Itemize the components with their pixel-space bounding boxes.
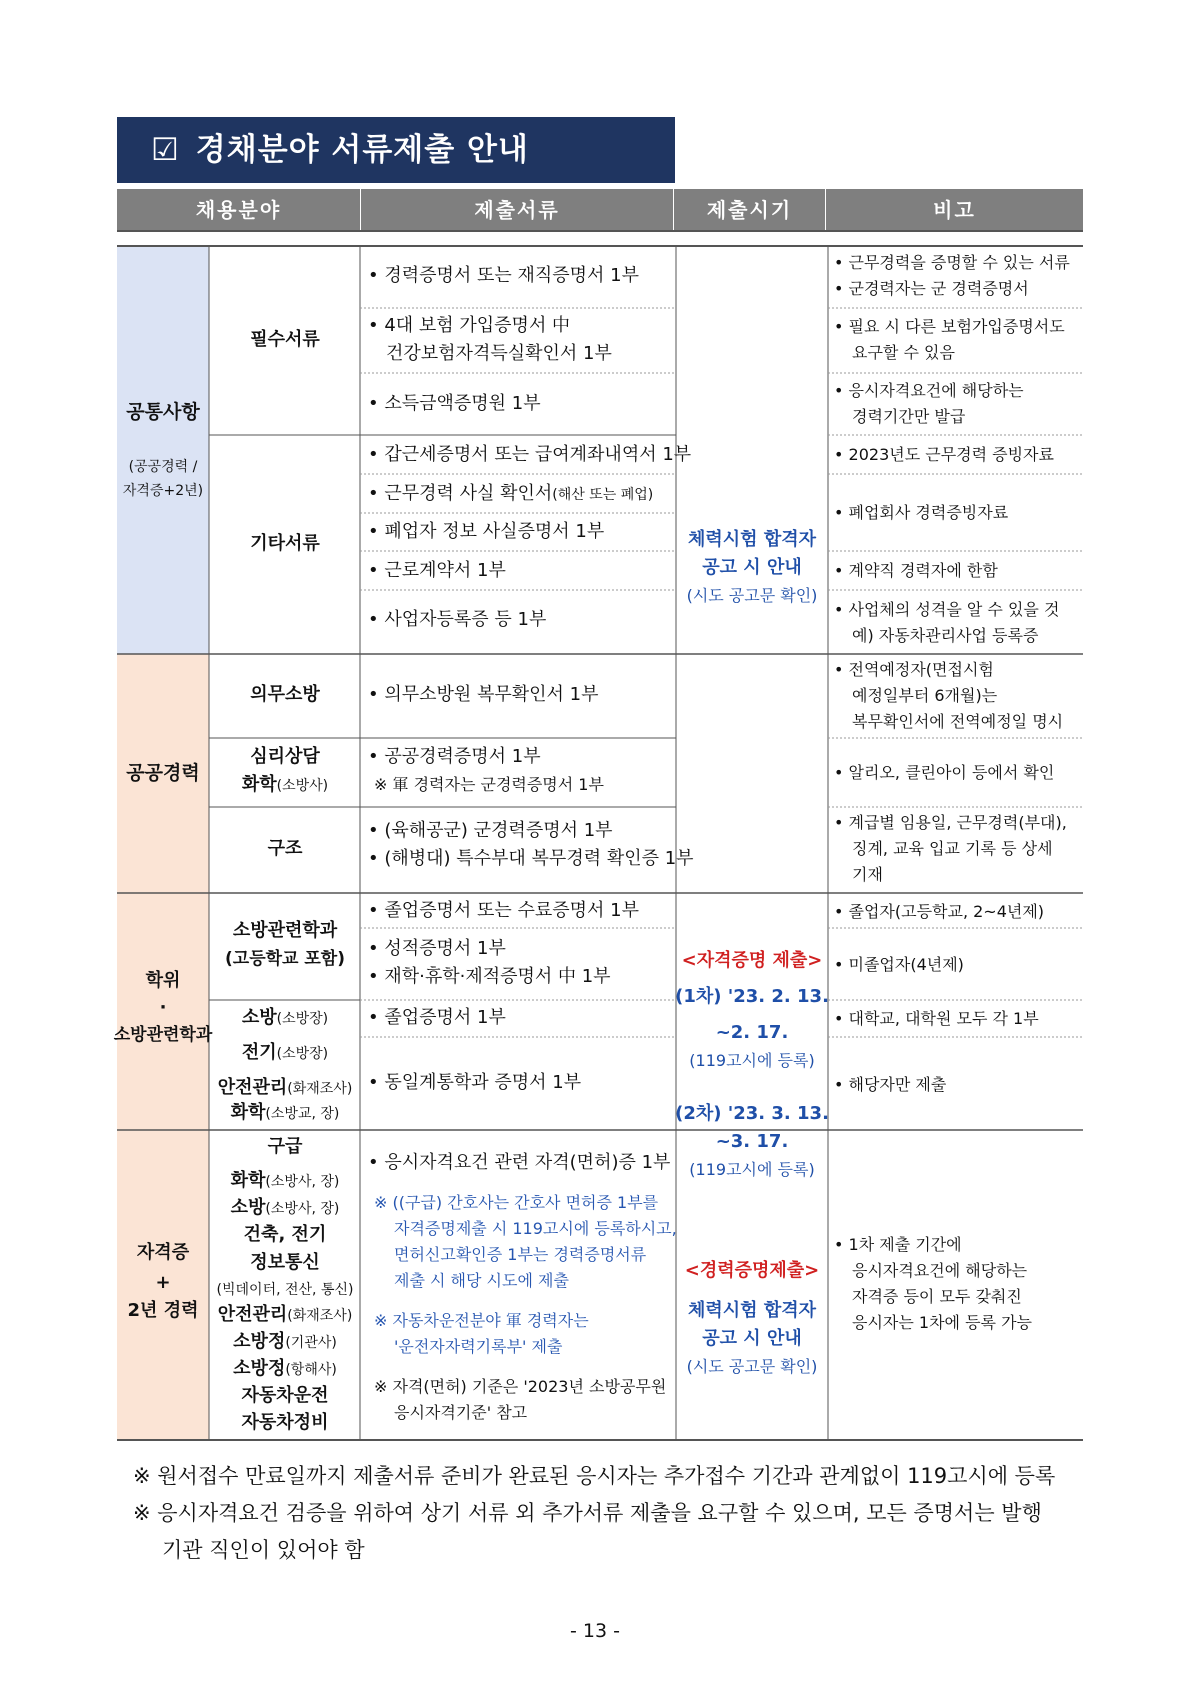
timing-qual-1st: (1차) '23. 2. 13. xyxy=(675,986,829,1007)
field-lic-driving: 자동차운전 xyxy=(241,1385,329,1406)
field-lic-boat-nav: 소방정(항해사) xyxy=(233,1358,337,1379)
timing-qual-1st-note: (119고시에 등록) xyxy=(689,1051,815,1070)
field-lic-ict: 정보통신 xyxy=(250,1252,320,1273)
field-fire-dept: 소방관련학과 xyxy=(232,920,338,941)
remark-public-3c: 기재 xyxy=(852,865,883,884)
doc-public-career-note: ※ 軍 경력자는 군경력증명서 1부 xyxy=(374,775,604,794)
doc-insurance-cert: • 4대 보험 가입증명서 中 xyxy=(368,315,571,336)
field-electric: 전기(소방장) xyxy=(241,1042,329,1063)
remark-degree-2: • 미졸업자(4년제) xyxy=(834,955,964,974)
doc-labor-contract: • 근로계약서 1부 xyxy=(368,560,506,581)
remark-public-1c: 복무확인서에 전역예정일 명시 xyxy=(852,712,1064,731)
field-counseling: 심리상담 xyxy=(250,746,320,767)
remark-degree-4: • 해당자만 제출 xyxy=(834,1075,947,1094)
doc-closure-cert: • 폐업자 정보 사실증명서 1부 xyxy=(368,521,605,542)
remark-degree-1: • 졸업자(고등학교, 2~4년제) xyxy=(834,902,1045,921)
remark-public-3a: • 계급별 임용일, 근무경력(부대), xyxy=(834,813,1067,832)
checkbox-icon: ☑ xyxy=(151,132,180,168)
field-lic-chemistry: 화학(소방사, 장) xyxy=(230,1170,340,1191)
remark-1a: • 근무경력을 증명할 수 있는 서류 xyxy=(834,253,1070,272)
header-remarks: 비고 xyxy=(933,198,976,222)
remark-public-1b: 예정일부터 6개월)는 xyxy=(852,686,998,705)
section-degree-label2: · xyxy=(159,997,167,1018)
remark-2a: • 필요 시 다른 보험가입증명서도 xyxy=(834,317,1065,336)
doc-enrollment: • 재학·휴학·제적증명서 中 1부 xyxy=(368,966,611,987)
note-standard-1: ※ 자격(면허) 기준은 '2023년 소방공무원 xyxy=(374,1377,667,1396)
timing-1-line2: 공고 시 안내 xyxy=(702,557,802,578)
section-common-sub2: 자격증+2년) xyxy=(122,483,204,499)
timing-career-3: (시도 공고문 확인) xyxy=(686,1357,818,1376)
note-nurse-4: 제출 시 해당 시도에 제출 xyxy=(394,1271,569,1290)
field-ems: 구급 xyxy=(267,1136,303,1157)
field-safety: 안전관리(화재조사) xyxy=(217,1077,353,1098)
doc-business-reg: • 사업자등록증 등 1부 xyxy=(368,609,547,630)
field-fire: 소방(소방장) xyxy=(241,1007,329,1028)
timing-1-line1: 체력시험 합격자 xyxy=(688,529,816,550)
section-license-label1: 자격증 xyxy=(136,1242,190,1263)
doc-income-cert: • 소득금액증명원 1부 xyxy=(368,393,541,414)
remark-public-1a: • 전역예정자(면접시험 xyxy=(834,660,994,679)
doc-graduation-2: • 졸업증명서 1부 xyxy=(368,1007,506,1028)
note-nurse-3: 면허신고확인증 1부는 경력증명서류 xyxy=(394,1245,647,1264)
doc-insurance-cert-2: 건강보험자격득실확인서 1부 xyxy=(386,343,612,364)
remark-license-2: 응시자격요건에 해당하는 xyxy=(852,1261,1028,1280)
remark-license-4: 응시자는 1차에 등록 가능 xyxy=(852,1313,1032,1332)
remark-7a: • 사업체의 성격을 알 수 있을 것 xyxy=(834,600,1060,619)
field-other-docs: 기타서류 xyxy=(250,533,320,554)
section-degree-label1: 학위 xyxy=(145,970,181,991)
remark-3b: 경력기간만 발급 xyxy=(852,407,966,426)
section-public-label: 공공경력 xyxy=(126,762,200,784)
note-standard-2: 응시자격기준' 참고 xyxy=(394,1403,528,1422)
note-driving-2: '운전자자력기록부' 제출 xyxy=(394,1337,563,1356)
section-degree-label3: 소방관련학과 xyxy=(113,1025,213,1045)
timing-career-1: 체력시험 합격자 xyxy=(688,1300,816,1321)
remark-7b: 예) 자동차관리사업 등록증 xyxy=(852,626,1039,645)
remark-1b: • 군경력자는 군 경력증명서 xyxy=(834,279,1029,298)
field-required-docs: 필수서류 xyxy=(250,329,320,350)
timing-career-head: <경력증명제출> xyxy=(684,1260,820,1281)
header-field: 채용분야 xyxy=(195,198,282,222)
note-nurse-1: ※ ((구급) 간호사는 간호사 면허증 1부를 xyxy=(374,1193,659,1212)
field-fire-dept-sub: (고등학교 포함) xyxy=(225,949,345,969)
doc-transcript: • 성적증명서 1부 xyxy=(368,938,506,959)
footer-note-1: ※ 원서접수 만료일까지 제출서류 준비가 완료된 응시자는 추가접수 기간과 관계없이 119고시에 등록 xyxy=(133,1464,1056,1488)
field-lic-mechanic: 자동차정비 xyxy=(241,1412,329,1433)
remark-5: • 폐업회사 경력증빙자료 xyxy=(834,503,1009,522)
page-number: - 13 - xyxy=(570,1620,620,1642)
doc-license: • 응시자격요건 관련 자격(면허)증 1부 xyxy=(368,1152,671,1173)
remark-3a: • 응시자격요건에 해당하는 xyxy=(834,381,1024,400)
field-lic-fire: 소방(소방사, 장) xyxy=(230,1197,340,1218)
header-documents: 제출서류 xyxy=(474,198,560,222)
doc-military-career: • (육해공군) 군경력증명서 1부 xyxy=(368,820,613,841)
remark-2b: 요구할 수 있음 xyxy=(852,343,955,362)
section-common-sub1: (공공경력 / xyxy=(128,459,198,475)
field-chemistry-3: 화학(소방교, 장) xyxy=(230,1102,340,1123)
timing-1-line3: (시도 공고문 확인) xyxy=(686,586,818,605)
doc-special-forces: • (해병대) 특수부대 복무경력 확인증 1부 xyxy=(368,848,694,869)
remark-license-1: • 1차 제출 기간에 xyxy=(834,1235,962,1254)
doc-service-confirm: • 의무소방원 복무확인서 1부 xyxy=(368,684,599,705)
field-lic-ict-sub: (빅데이터, 전산, 통신) xyxy=(216,1282,354,1298)
remark-4: • 2023년도 근무경력 증빙자료 xyxy=(834,445,1054,464)
remark-license-3: 자격증 등이 모두 갖춰진 xyxy=(852,1287,1022,1306)
page-title-text: 경채분야 서류제출 안내 xyxy=(195,132,529,168)
timing-qual-2nd-note: (119고시에 등록) xyxy=(689,1160,815,1179)
doc-same-major: • 동일계통학과 증명서 1부 xyxy=(368,1072,582,1093)
timing-qual-2nd: (2차) '23. 3. 13. xyxy=(675,1103,829,1124)
section-license-label3: 2년 경력 xyxy=(127,1300,199,1321)
note-nurse-2: 자격증명제출 시 119고시에 등록하시고, xyxy=(394,1219,677,1238)
section-common-label: 공통사항 xyxy=(126,401,200,423)
footer-note-3: 기관 직인이 있어야 함 xyxy=(162,1538,365,1562)
remark-degree-3: • 대학교, 대학원 모두 각 1부 xyxy=(834,1009,1039,1028)
header-timing: 제출시기 xyxy=(706,198,793,222)
note-driving-1: ※ 자동차운전분야 軍 경력자는 xyxy=(374,1311,589,1330)
doc-tax-cert: • 갑근세증명서 또는 급여계좌내역서 1부 xyxy=(368,444,692,465)
section-license-label2: + xyxy=(155,1272,171,1293)
field-lic-boat-eng: 소방정(기관사) xyxy=(233,1331,337,1352)
timing-qual-2nd-end: ~3. 17. xyxy=(715,1131,789,1152)
doc-public-career: • 공공경력증명서 1부 xyxy=(368,746,541,767)
field-lic-safety: 안전관리(화재조사) xyxy=(217,1304,353,1325)
remark-6: • 계약직 경력자에 한함 xyxy=(834,561,998,580)
doc-graduation: • 졸업증명서 또는 수료증명서 1부 xyxy=(368,900,639,921)
remark-public-2: • 알리오, 클린아이 등에서 확인 xyxy=(834,763,1055,782)
field-rescue: 구조 xyxy=(267,838,303,859)
footer-note-2: ※ 응시자격요건 검증을 위하여 상기 서류 외 추가서류 제출을 요구할 수 있으며, 모든 증명서는 발행 xyxy=(133,1501,1042,1525)
doc-work-confirm: • 근무경력 사실 확인서(해산 또는 폐업) xyxy=(368,483,654,504)
field-lic-arch: 건축, 전기 xyxy=(243,1224,327,1245)
doc-career-cert: • 경력증명서 또는 재직증명서 1부 xyxy=(368,265,639,286)
timing-career-2: 공고 시 안내 xyxy=(702,1328,802,1349)
field-mandatory-fire: 의무소방 xyxy=(250,684,320,705)
field-chemistry: 화학(소방사) xyxy=(241,774,329,795)
remark-public-3b: 징계, 교육 입교 기록 등 상세 xyxy=(852,839,1053,858)
timing-qual-1st-end: ~2. 17. xyxy=(715,1022,789,1043)
timing-qual-head: <자격증명 제출> xyxy=(681,950,823,971)
